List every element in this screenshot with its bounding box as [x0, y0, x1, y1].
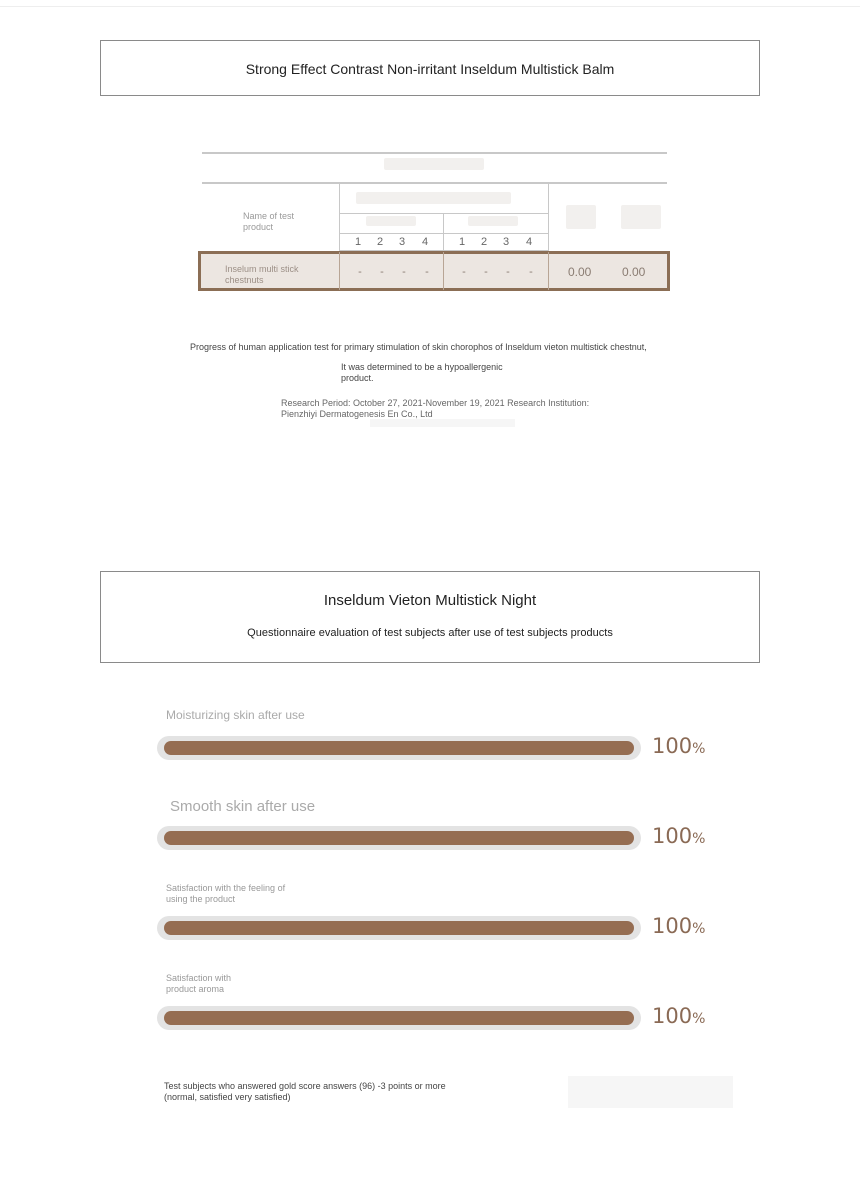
trial-col: 4 — [525, 236, 533, 248]
row-product-name: Inselum multi stick chestnuts — [225, 264, 299, 285]
progress-bar-smooth — [157, 826, 641, 850]
cell-value: - — [529, 266, 533, 278]
cell-value: - — [506, 266, 510, 278]
table-header-rule — [202, 182, 667, 184]
table-row — [198, 251, 670, 291]
cell-value: - — [425, 266, 429, 278]
progress-bar-moisturizing — [157, 736, 641, 760]
test-progress-note: Progress of human application test for primary stimulation of skin chorophos of Inseldum vieton multistick chestnut, — [190, 342, 647, 352]
cell-value: - — [484, 266, 488, 278]
progress-fill — [164, 1011, 634, 1025]
cell-value: - — [462, 266, 466, 278]
name-of-test-product-label: Name of test product — [243, 211, 295, 232]
research-period-note: Research Period: October 27, 2021-November 19, 2021 Research Institution: Pienzhiyi Dermatogenesis En Co., Ltd — [281, 398, 590, 419]
table-top-rule — [202, 152, 667, 154]
score-value: 0.00 — [568, 265, 592, 279]
trial-col: 2 — [480, 236, 488, 248]
trial-col: 4 — [421, 236, 429, 248]
section2-title-box — [100, 571, 760, 663]
cell-value: - — [380, 266, 384, 278]
progress-fill — [164, 741, 634, 755]
trial-col: 1 — [354, 236, 362, 248]
bar-label: Moisturizing skin after use — [166, 708, 305, 722]
progress-fill — [164, 921, 634, 935]
blurred-table-caption — [384, 158, 484, 170]
percent-value: 100% — [652, 824, 706, 848]
blurred-subheader-2 — [468, 216, 518, 226]
cell-value: - — [358, 266, 362, 278]
progress-fill — [164, 831, 634, 845]
percent-value: 100% — [652, 914, 706, 938]
progress-bar-feeling — [157, 916, 641, 940]
bar-label: Satisfaction with product aroma — [166, 973, 232, 994]
trial-col: 2 — [376, 236, 384, 248]
blurred-text — [568, 1076, 733, 1108]
blurred-score-header-2 — [621, 205, 661, 229]
section1-title: Strong Effect Contrast Non-irritant Inseldum Multistick Balm — [245, 61, 615, 77]
blurred-column-header — [356, 192, 511, 204]
score-value: 0.00 — [622, 265, 646, 279]
section2-title: Inseldum Vieton Multistick Night — [323, 592, 537, 609]
irritation-test-table — [196, 150, 676, 300]
cell-value: - — [402, 266, 406, 278]
survey-footnote: Test subjects who answered gold score answers (96) -3 points or more (normal, satisfied very satisfied) — [164, 1081, 446, 1102]
percent-value: 100% — [652, 1004, 706, 1028]
blurred-subheader-1 — [366, 216, 416, 226]
bar-label: Satisfaction with the feeling of using the product — [166, 883, 286, 904]
trial-col: 3 — [502, 236, 510, 248]
blurred-score-header-1 — [566, 205, 596, 229]
section2-subtitle: Questionnaire evaluation of test subjects after use of test subjects products — [247, 627, 613, 639]
trial-col: 1 — [458, 236, 466, 248]
top-divider — [0, 6, 860, 7]
hypoallergenic-note: It was determined to be a hypoallergenic product. — [341, 362, 503, 383]
percent-value: 100% — [652, 734, 706, 758]
blurred-text — [370, 419, 515, 427]
section1-title-box — [100, 40, 760, 96]
bar-label: Smooth skin after use — [170, 798, 316, 815]
trial-col: 3 — [398, 236, 406, 248]
progress-bar-aroma — [157, 1006, 641, 1030]
